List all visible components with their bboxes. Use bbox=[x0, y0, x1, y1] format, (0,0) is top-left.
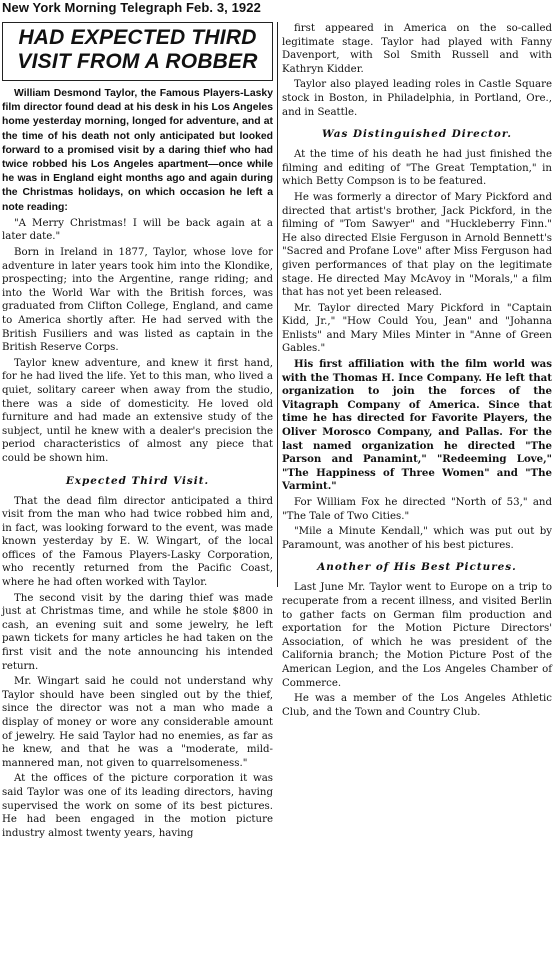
headline: HAD EXPECTED THIRD VISIT FROM A ROBBER bbox=[17, 26, 258, 73]
paragraph: Last June Mr. Taylor went to Europe on a trip to recuperate from a recent illness, and visited Berlin to gather facts on German film production and exportation for the Motion Picture Directors' Association, of which he was president of the California branch; the Motion Picture Post of the American Legion, and the Los Angeles Chamber of Commerce. bbox=[282, 582, 552, 689]
paragraph: He was a member of the Los Angeles Athletic Club, and the Town and Country Club. bbox=[282, 693, 552, 718]
paragraph: At the time of his death he had just finished the filming and editing of "The Great Temptation," in which Betty Compson is to be featured. bbox=[282, 149, 552, 188]
paragraph: The second visit by the daring thief was made just at Christmas time, and while he stole $800 in cash, an evening suit and some jewelry, he left pawn tickets for many articles he had taken on the first visit and the note announcing his intended return. bbox=[2, 592, 273, 672]
paragraph: first appeared in America on the so-called legitimate stage. Taylor had played with Fanny Davenport, with Sol Smith Russell and with Kathryn Kidder. bbox=[282, 23, 552, 75]
paragraph: At the offices of the picture corporation it was said Taylor was one of its leading directors, having supervised the work on some of its best pictures. He had been engaged in the motion picture industry almost twenty years, having bbox=[2, 773, 273, 839]
subheading: Another of His Best Pictures. bbox=[317, 561, 517, 574]
subheading: Was Distinguished Director. bbox=[322, 128, 512, 141]
paragraph: "Mile a Minute Kendall," which was put out by Paramount, was another of his best pictures. bbox=[282, 526, 552, 551]
paragraph: For William Fox he directed "North of 53," and "The Tale of Two Cities." bbox=[282, 497, 552, 522]
paragraph: Born in Ireland in 1877, Taylor, whose love for adventure in later years took him into the Klondike, prospecting; into the Argentine, range riding; and into the World War with the British forces, was graduated from Clifton College, England, and came to America shortly after. He had served with the British Fusiliers and was listed as captain in the British Reserve Corps. bbox=[2, 247, 273, 354]
paragraph: "A Merry Christmas! I will be back again at a later date." bbox=[2, 217, 273, 243]
paragraph: Mr. Taylor directed Mary Pickford in "Captain Kidd, Jr.," "How Could You, Jean" and "Johanna Enlists" and Mary Miles Minter in "Anne of Green Gables." bbox=[282, 302, 552, 355]
column-rule bbox=[277, 22, 278, 587]
paragraph: Taylor knew adventure, and knew it first hand, for he had lived the life. Yet to this man, who lived a quiet, solitary career when away from the studio, there was a side of domesticity. He loved old furniture and had made an extensive study of the subject, until he knew with a dealer's precision the period characteristics of almost any piece that could be shown him. bbox=[2, 357, 273, 464]
lede-paragraph: William Desmond Taylor, the Famous Players-Lasky film director found dead at his desk in his Los Angeles home yesterday morning, longed for adventure, and at the time of his death not only anticipated but looked forward to a promised visit by a daring thief who had twice robbed his Los Angeles apartment—once while he was in England eight months ago and again during the Christmas holidays, on which occasion he left a note reading: bbox=[2, 88, 273, 213]
paragraph: That the dead film director anticipated a third visit from the man who had twice robbed him and, in fact, was looking forward to the event, was made known yesterday by E. W. Wingart, of the local offices of the Famous Players-Lasky Corporation, who recently returned from the Pacific Coast, where he had often worked with Taylor. bbox=[2, 495, 273, 589]
headline-box bbox=[2, 22, 273, 81]
right-column bbox=[282, 22, 552, 718]
paragraph: He was formerly a director of Mary Pickford and directed that artist's brother, Jack Pickford, in the filming of "Tom Sawyer" and "Huckleberry Finn." He also directed Elsie Ferguson in Arnold Bennett's "Sacred and Profane Love" after Miss Ferguson had given performances of that play on the legitimate stage. He directed May McAvoy in "Morals," a film that has not yet been released. bbox=[282, 191, 552, 299]
paragraph: Taylor also played leading roles in Castle Square stock in Boston, in Philadelphia, in Portland, Ore., and in Seattle. bbox=[282, 79, 552, 118]
paragraph: His first affiliation with the film world was with the Thomas H. Ince Company. He left that organization to join the forces of the Vitagraph Company of America. Since that time he has directed for Favorite Players, the Oliver Morosco Company, and Pallas. For the last named organization he directed "The Parson and Panamint," "Redeeming Love," "The Happiness of Three Women" and "The Varmint." bbox=[282, 358, 552, 493]
subheading: Expected Third Visit. bbox=[65, 474, 210, 487]
paragraph: Mr. Wingart said he could not understand why Taylor should have been singled out by the thief, since the director was not a man who made a display of money or wore any considerable amount of jewelry. He said Taylor had no enemies, as far as he knew, and that he was a "moderate, mild-mannered man, not given to quarrelsomeness." bbox=[2, 676, 273, 769]
left-column bbox=[2, 22, 273, 952]
masthead: New York Morning Telegraph Feb. 3, 1922 bbox=[2, 0, 261, 15]
